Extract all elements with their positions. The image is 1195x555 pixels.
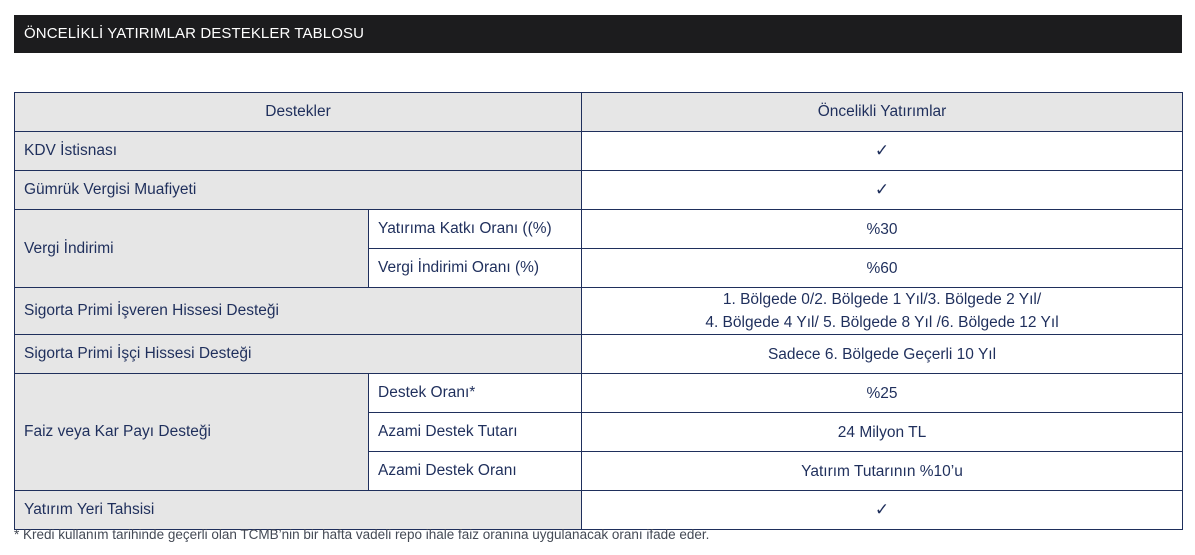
row-value-sigorta-isci: Sadece 6. Bölgede Geçerli 10 Yıl [582, 335, 1183, 374]
sub-label-azami-destek-tutari: Azami Destek Tutarı [369, 413, 582, 452]
row-value-kdv [582, 132, 1183, 171]
table-row [15, 374, 1183, 413]
row-value-azami-destek-orani: Yatırım Tutarının %10’u [582, 452, 1183, 491]
table-row [15, 335, 1183, 374]
row-label-faiz: Faiz veya Kar Payı Desteği [15, 374, 369, 491]
sub-label-yatirima-katki: Yatırıma Katkı Oranı ((%) [369, 210, 582, 249]
row-value-yatirim-yeri [582, 491, 1183, 530]
row-value-sigorta-isveren [582, 288, 1183, 335]
check-icon: ✓ [874, 141, 890, 160]
column-header-oncelikli-yatirimlar: Öncelikli Yatırımlar [582, 93, 1183, 132]
table-header-row [15, 93, 1183, 132]
page-title: ÖNCELİKLİ YATIRIMLAR DESTEKLER TABLOSU [14, 15, 1182, 53]
support-table [14, 92, 1183, 530]
row-label-sigorta-isci: Sigorta Primi İşçi Hissesi Desteği [15, 335, 582, 374]
row-value-azami-destek-tutari: 24 Milyon TL [582, 413, 1183, 452]
table-row [15, 132, 1183, 171]
row-value-gumruk [582, 171, 1183, 210]
column-header-destekler: Destekler [15, 93, 582, 132]
table-row [15, 288, 1183, 335]
row-value-destek-orani: %25 [582, 374, 1183, 413]
row-value-vergi-indirimi-orani: %60 [582, 249, 1183, 288]
row-label-gumruk: Gümrük Vergisi Muafiyeti [15, 171, 582, 210]
value-line: 1. Bölgede 0/2. Bölgede 1 Yıl/3. Bölgede 2 Yıl/ [722, 291, 1042, 308]
row-label-yatirim-yeri: Yatırım Yeri Tahsisi [15, 491, 582, 530]
check-icon: ✓ [874, 180, 890, 199]
table-row [15, 210, 1183, 249]
sub-label-destek-orani: Destek Oranı* [369, 374, 582, 413]
row-label-vergi-indirimi: Vergi İndirimi [15, 210, 369, 288]
footnote: * Kredi kullanım tarihinde geçerli olan TCMB’nin bir hafta vadeli repo ihale faiz oranına uygulanacak oranı ifade eder. [14, 527, 710, 542]
check-icon: ✓ [874, 500, 890, 519]
table-row [15, 171, 1183, 210]
row-value-yatirima-katki: %30 [582, 210, 1183, 249]
value-line: 4. Bölgede 4 Yıl/ 5. Bölgede 8 Yıl /6. Bölgede 12 Yıl [705, 314, 1059, 331]
sub-label-vergi-indirimi-orani: Vergi İndirimi Oranı (%) [369, 249, 582, 288]
sub-label-azami-destek-orani: Azami Destek Oranı [369, 452, 582, 491]
row-label-kdv: KDV İstisnası [15, 132, 582, 171]
row-label-sigorta-isveren: Sigorta Primi İşveren Hissesi Desteği [15, 288, 582, 335]
table-row [15, 491, 1183, 530]
